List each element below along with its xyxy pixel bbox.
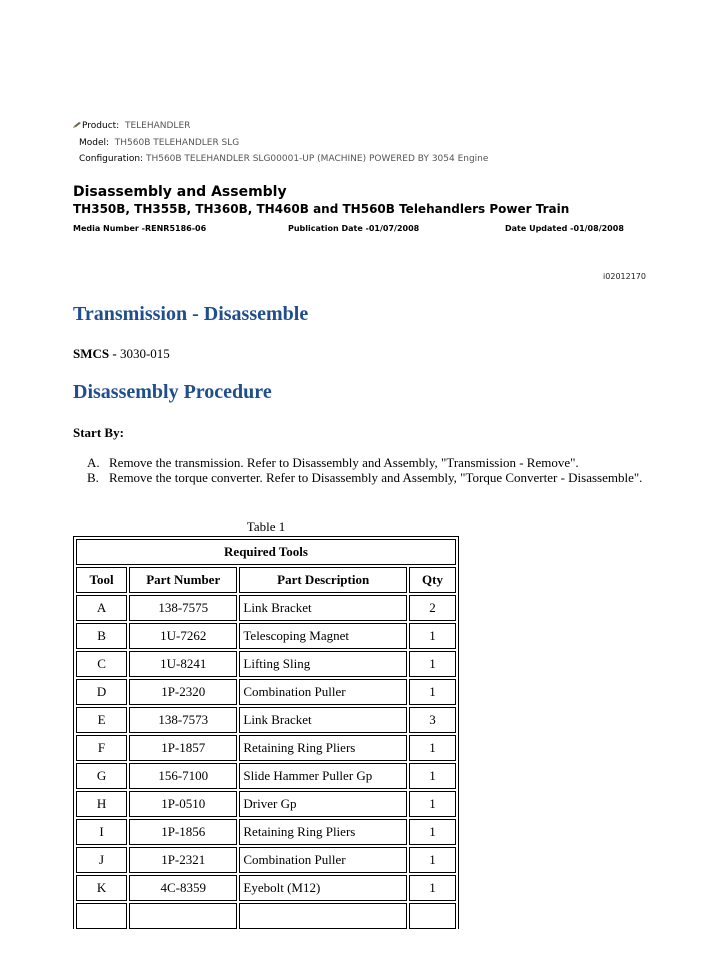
table-row xyxy=(76,735,456,761)
table-row xyxy=(76,707,456,733)
table-row xyxy=(76,903,456,929)
product-label: Product: xyxy=(82,121,120,131)
step-marker: B. xyxy=(87,470,99,485)
part-number-cell: 1P-1856 xyxy=(129,819,237,845)
tool-cell: G xyxy=(76,763,127,789)
step-text: Remove the torque converter. Refer to Disassembly and Assembly, "Torque Converter - Disassemble". xyxy=(109,470,643,485)
part-number-cell: 138-7573 xyxy=(129,707,237,733)
table-row xyxy=(76,875,456,901)
part-number-cell: 1U-7262 xyxy=(129,623,237,649)
table-row xyxy=(76,679,456,705)
table-row xyxy=(76,623,456,649)
config-label: Configuration: xyxy=(79,154,144,164)
tool-cell: A xyxy=(76,595,127,621)
model-label: Model: xyxy=(79,138,110,148)
part-number-cell xyxy=(129,903,237,929)
qty-cell: 2 xyxy=(409,595,456,621)
table-title: Required Tools xyxy=(76,539,456,565)
qty-cell: 3 xyxy=(409,707,456,733)
part-number-cell: 138-7575 xyxy=(129,595,237,621)
qty-cell: 1 xyxy=(409,651,456,677)
table-row xyxy=(76,791,456,817)
part-number-cell: 1P-0510 xyxy=(129,791,237,817)
smcs-label: SMCS - xyxy=(73,346,117,361)
table-row xyxy=(76,819,456,845)
model-value: TH560B TELEHANDLER SLG xyxy=(114,138,240,148)
tool-cell xyxy=(76,903,127,929)
part-number-cell: 156-7100 xyxy=(129,763,237,789)
tool-cell: I xyxy=(76,819,127,845)
part-description-cell: Eyebolt (M12) xyxy=(239,875,407,901)
qty-cell: 1 xyxy=(409,791,456,817)
publication-date: Publication Date -01/07/2008 xyxy=(288,224,420,233)
step-marker: A. xyxy=(87,455,100,470)
part-number-cell: 4C-8359 xyxy=(129,875,237,901)
date-updated: Date Updated -01/08/2008 xyxy=(505,224,624,233)
qty-cell xyxy=(409,903,456,929)
section-heading-main: Transmission - Disassemble xyxy=(73,303,309,325)
part-number-cell: 1U-8241 xyxy=(129,651,237,677)
media-number: Media Number -RENR5186-06 xyxy=(73,224,207,233)
part-description-cell: Link Bracket xyxy=(239,595,407,621)
tool-cell: D xyxy=(76,679,127,705)
product-value: TELEHANDLER xyxy=(124,121,191,131)
smcs-value: 3030-015 xyxy=(119,346,170,361)
table-row xyxy=(76,847,456,873)
qty-cell: 1 xyxy=(409,763,456,789)
part-description-cell: Driver Gp xyxy=(239,791,407,817)
section-heading-procedure: Disassembly Procedure xyxy=(73,381,272,403)
table-row xyxy=(76,651,456,677)
part-description-cell: Retaining Ring Pliers xyxy=(239,735,407,761)
table-row xyxy=(76,595,456,621)
part-description-cell: Telescoping Magnet xyxy=(239,623,407,649)
part-number-cell: 1P-1857 xyxy=(129,735,237,761)
tool-cell: J xyxy=(76,847,127,873)
column-header-part-number: Part Number xyxy=(129,567,237,593)
qty-cell: 1 xyxy=(409,819,456,845)
tool-cell: K xyxy=(76,875,127,901)
tool-cell: C xyxy=(76,651,127,677)
required-tools-table xyxy=(73,536,459,929)
column-header-part-description: Part Description xyxy=(239,567,407,593)
table-body xyxy=(76,595,456,929)
part-number-cell: 1P-2320 xyxy=(129,679,237,705)
part-description-cell: Link Bracket xyxy=(239,707,407,733)
part-description-cell: Lifting Sling xyxy=(239,651,407,677)
document-subtitle: TH350B, TH355B, TH360B, TH460B and TH560B Telehandlers Power Train xyxy=(73,202,570,216)
part-description-cell xyxy=(239,903,407,929)
part-number-cell: 1P-2321 xyxy=(129,847,237,873)
table-row xyxy=(76,763,456,789)
document-id: i02012170 xyxy=(603,272,646,281)
tool-cell: F xyxy=(76,735,127,761)
table-title-row xyxy=(76,539,456,565)
table-header-row xyxy=(76,567,456,593)
qty-cell: 1 xyxy=(409,847,456,873)
table-caption: Table 1 xyxy=(246,519,286,534)
qty-cell: 1 xyxy=(409,679,456,705)
tool-cell: B xyxy=(76,623,127,649)
qty-cell: 1 xyxy=(409,735,456,761)
part-description-cell: Combination Puller xyxy=(239,679,407,705)
column-header-qty: Qty xyxy=(409,567,456,593)
tool-cell: H xyxy=(76,791,127,817)
qty-cell: 1 xyxy=(409,875,456,901)
part-description-cell: Slide Hammer Puller Gp xyxy=(239,763,407,789)
part-description-cell: Retaining Ring Pliers xyxy=(239,819,407,845)
qty-cell: 1 xyxy=(409,623,456,649)
step-text: Remove the transmission. Refer to Disassembly and Assembly, "Transmission - Remove". xyxy=(109,455,579,470)
document-title: Disassembly and Assembly xyxy=(73,184,287,200)
start-by-label: Start By: xyxy=(73,425,124,440)
part-description-cell: Combination Puller xyxy=(239,847,407,873)
column-header-tool: Tool xyxy=(76,567,127,593)
config-value: TH560B TELEHANDLER SLG00001-UP (MACHINE) POWERED BY 3054 Engine xyxy=(145,154,489,164)
tool-cell: E xyxy=(76,707,127,733)
